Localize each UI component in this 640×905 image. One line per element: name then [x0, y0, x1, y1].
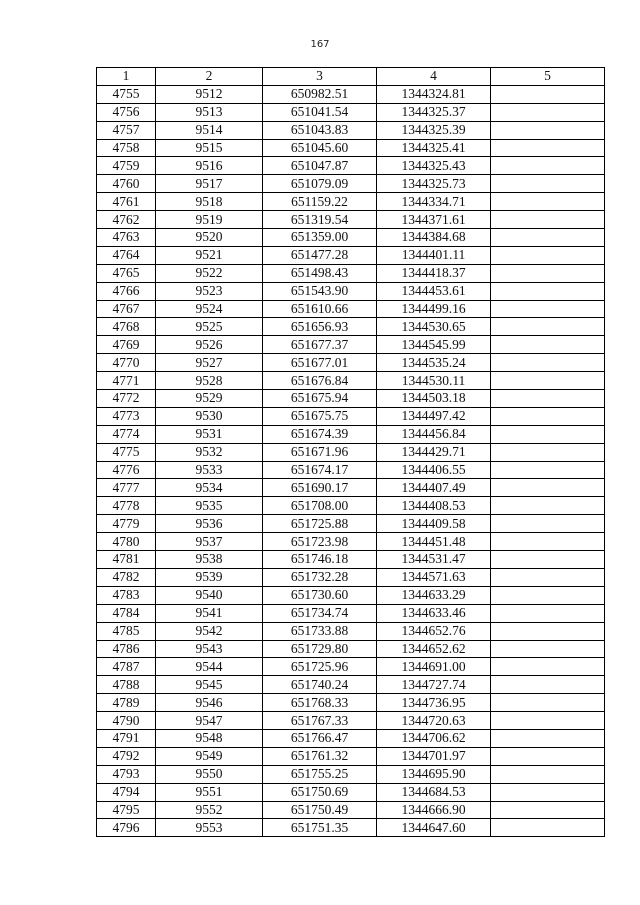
page-number: 167: [310, 39, 330, 50]
table-cell-col1: 4765: [97, 264, 156, 282]
table-cell-col4: 1344695.90: [377, 765, 491, 783]
table-cell-col5: [491, 568, 605, 586]
table-cell-col2: 9521: [156, 246, 263, 264]
table-row: [97, 586, 605, 604]
table-row: [97, 175, 605, 193]
table-cell-col5: [491, 622, 605, 640]
table-cell-col1: 4788: [97, 676, 156, 694]
table-row: [97, 515, 605, 533]
table-cell-col2: 9520: [156, 229, 263, 247]
table-cell-col3: 651610.66: [263, 300, 377, 318]
table-cell-col1: 4759: [97, 157, 156, 175]
table-cell-col2: 9541: [156, 604, 263, 622]
table-cell-col4: 1344409.58: [377, 515, 491, 533]
table-cell-col2: 9513: [156, 103, 263, 121]
table-row: [97, 479, 605, 497]
table-cell-col2: 9546: [156, 694, 263, 712]
table-cell-col1: 4764: [97, 246, 156, 264]
table-cell-col2: 9553: [156, 819, 263, 837]
table-cell-col1: 4761: [97, 193, 156, 211]
table-row: [97, 819, 605, 837]
table-cell-col4: 1344429.71: [377, 443, 491, 461]
table-cell-col2: 9547: [156, 712, 263, 730]
table-row: [97, 801, 605, 819]
column-header-3: 3: [263, 68, 377, 86]
table-cell-col2: 9512: [156, 85, 263, 103]
table-cell-col3: 651674.17: [263, 461, 377, 479]
table-cell-col5: [491, 765, 605, 783]
table-cell-col1: 4757: [97, 121, 156, 139]
table-row: [97, 300, 605, 318]
table-cell-col4: 1344325.43: [377, 157, 491, 175]
table-row: [97, 712, 605, 730]
table-cell-col5: [491, 121, 605, 139]
table-cell-col2: 9527: [156, 354, 263, 372]
table-cell-col5: [491, 318, 605, 336]
table-cell-col2: 9544: [156, 658, 263, 676]
table-row: [97, 193, 605, 211]
table-row: [97, 765, 605, 783]
table-cell-col4: 1344571.63: [377, 568, 491, 586]
table-cell-col2: 9528: [156, 372, 263, 390]
table-cell-col4: 1344408.53: [377, 497, 491, 515]
table-cell-col1: 4760: [97, 175, 156, 193]
table-cell-col5: [491, 282, 605, 300]
table-cell-col5: [491, 229, 605, 247]
table-cell-col5: [491, 729, 605, 747]
table-cell-col5: [491, 747, 605, 765]
table-cell-col5: [491, 175, 605, 193]
table-cell-col4: 1344451.48: [377, 533, 491, 551]
table-cell-col1: 4790: [97, 712, 156, 730]
table-cell-col2: 9530: [156, 407, 263, 425]
table-cell-col5: [491, 551, 605, 569]
table-cell-col5: [491, 479, 605, 497]
table-cell-col1: 4763: [97, 229, 156, 247]
table-cell-col3: 651359.00: [263, 229, 377, 247]
table-cell-col4: 1344503.18: [377, 390, 491, 408]
table-cell-col2: 9542: [156, 622, 263, 640]
table-row: [97, 336, 605, 354]
table-row: [97, 551, 605, 569]
table-cell-col2: 9533: [156, 461, 263, 479]
table-cell-col3: 651041.54: [263, 103, 377, 121]
table-cell-col3: 651045.60: [263, 139, 377, 157]
table-cell-col2: 9538: [156, 551, 263, 569]
table-cell-col5: [491, 354, 605, 372]
table-cell-col4: 1344666.90: [377, 801, 491, 819]
table-cell-col4: 1344325.39: [377, 121, 491, 139]
table-cell-col5: [491, 300, 605, 318]
table-cell-col3: 651730.60: [263, 586, 377, 604]
table-cell-col5: [491, 604, 605, 622]
table-cell-col3: 651766.47: [263, 729, 377, 747]
table-row: [97, 783, 605, 801]
table-cell-col2: 9545: [156, 676, 263, 694]
table-cell-col3: 651740.24: [263, 676, 377, 694]
table-row: [97, 568, 605, 586]
table-cell-col1: 4758: [97, 139, 156, 157]
table-cell-col1: 4756: [97, 103, 156, 121]
table-cell-col3: 651725.96: [263, 658, 377, 676]
table-cell-col3: 651755.25: [263, 765, 377, 783]
table-cell-col1: 4793: [97, 765, 156, 783]
table-cell-col3: 651047.87: [263, 157, 377, 175]
table-cell-col1: 4766: [97, 282, 156, 300]
table-cell-col1: 4787: [97, 658, 156, 676]
table-cell-col5: [491, 193, 605, 211]
table-cell-col2: 9540: [156, 586, 263, 604]
table-row: [97, 139, 605, 157]
table-cell-col2: 9532: [156, 443, 263, 461]
table-cell-col4: 1344652.76: [377, 622, 491, 640]
table-cell-col4: 1344325.73: [377, 175, 491, 193]
table-cell-col3: 651750.49: [263, 801, 377, 819]
table-cell-col1: 4795: [97, 801, 156, 819]
table-cell-col5: [491, 497, 605, 515]
table-row: [97, 640, 605, 658]
table-cell-col5: [491, 264, 605, 282]
table-row: [97, 694, 605, 712]
table-row: [97, 354, 605, 372]
table-cell-col2: 9526: [156, 336, 263, 354]
table-row: [97, 407, 605, 425]
table-cell-col4: 1344684.53: [377, 783, 491, 801]
table-cell-col3: 651079.09: [263, 175, 377, 193]
table-cell-col2: 9514: [156, 121, 263, 139]
table-cell-col2: 9522: [156, 264, 263, 282]
table-cell-col5: [491, 533, 605, 551]
table-cell-col1: 4791: [97, 729, 156, 747]
table-cell-col5: [491, 425, 605, 443]
table-cell-col3: 651675.94: [263, 390, 377, 408]
table-cell-col1: 4777: [97, 479, 156, 497]
table-cell-col3: 651732.28: [263, 568, 377, 586]
table-cell-col4: 1344453.61: [377, 282, 491, 300]
table-row: [97, 443, 605, 461]
table-cell-col5: [491, 139, 605, 157]
table-cell-col4: 1344647.60: [377, 819, 491, 837]
table-cell-col4: 1344407.49: [377, 479, 491, 497]
table-cell-col3: 651750.69: [263, 783, 377, 801]
table-cell-col4: 1344633.29: [377, 586, 491, 604]
column-header-1: 1: [97, 68, 156, 86]
table-cell-col5: [491, 819, 605, 837]
table-cell-col3: 651723.98: [263, 533, 377, 551]
table-cell-col2: 9519: [156, 211, 263, 229]
table-cell-col5: [491, 211, 605, 229]
table-row: [97, 658, 605, 676]
table-cell-col3: 651677.01: [263, 354, 377, 372]
table-row: [97, 372, 605, 390]
table-cell-col5: [491, 801, 605, 819]
table-cell-col2: 9539: [156, 568, 263, 586]
table-row: [97, 211, 605, 229]
table-cell-col2: 9516: [156, 157, 263, 175]
table-cell-col3: 651043.83: [263, 121, 377, 139]
table-row: [97, 318, 605, 336]
table-cell-col4: 1344652.62: [377, 640, 491, 658]
table-row: [97, 229, 605, 247]
table-cell-col5: [491, 515, 605, 533]
table-row: [97, 533, 605, 551]
table-cell-col1: 4773: [97, 407, 156, 425]
table-cell-col4: 1344691.00: [377, 658, 491, 676]
column-header-4: 4: [377, 68, 491, 86]
table-cell-col4: 1344736.95: [377, 694, 491, 712]
table-cell-col2: 9517: [156, 175, 263, 193]
table-cell-col3: 651671.96: [263, 443, 377, 461]
table-cell-col4: 1344531.47: [377, 551, 491, 569]
table-cell-col5: [491, 372, 605, 390]
table-row: [97, 747, 605, 765]
table-row: [97, 390, 605, 408]
table-cell-col1: 4796: [97, 819, 156, 837]
table-cell-col4: 1344325.37: [377, 103, 491, 121]
table-row: [97, 676, 605, 694]
table-cell-col1: 4783: [97, 586, 156, 604]
table-row: [97, 85, 605, 103]
table-cell-col2: 9536: [156, 515, 263, 533]
table-cell-col3: 651761.32: [263, 747, 377, 765]
table-cell-col2: 9552: [156, 801, 263, 819]
table-cell-col1: 4775: [97, 443, 156, 461]
table-cell-col3: 651751.35: [263, 819, 377, 837]
table-cell-col1: 4794: [97, 783, 156, 801]
table-cell-col4: 1344371.61: [377, 211, 491, 229]
table-cell-col2: 9523: [156, 282, 263, 300]
table-cell-col2: 9531: [156, 425, 263, 443]
table-cell-col2: 9548: [156, 729, 263, 747]
table-cell-col4: 1344334.71: [377, 193, 491, 211]
table-cell-col1: 4772: [97, 390, 156, 408]
table-body: [97, 85, 605, 836]
table-cell-col5: [491, 586, 605, 604]
table-cell-col4: 1344633.46: [377, 604, 491, 622]
table-cell-col3: 651746.18: [263, 551, 377, 569]
table-cell-col1: 4778: [97, 497, 156, 515]
table-row: [97, 157, 605, 175]
table-row: [97, 282, 605, 300]
table-cell-col1: 4792: [97, 747, 156, 765]
column-header-5: 5: [491, 68, 605, 86]
table-cell-col3: 651498.43: [263, 264, 377, 282]
table-cell-col3: 651675.75: [263, 407, 377, 425]
table-cell-col3: 650982.51: [263, 85, 377, 103]
table-cell-col4: 1344535.24: [377, 354, 491, 372]
table-cell-col3: 651768.33: [263, 694, 377, 712]
table-cell-col3: 651656.93: [263, 318, 377, 336]
table-cell-col4: 1344418.37: [377, 264, 491, 282]
table-cell-col4: 1344325.41: [377, 139, 491, 157]
table-cell-col5: [491, 103, 605, 121]
table-cell-col5: [491, 676, 605, 694]
table-cell-col5: [491, 157, 605, 175]
table-cell-col1: 4776: [97, 461, 156, 479]
table-cell-col5: [491, 407, 605, 425]
table-cell-col4: 1344401.11: [377, 246, 491, 264]
table-cell-col3: 651676.84: [263, 372, 377, 390]
table-row: [97, 425, 605, 443]
table-cell-col2: 9537: [156, 533, 263, 551]
table-row: [97, 729, 605, 747]
header-row: [97, 68, 605, 86]
table-cell-col1: 4770: [97, 354, 156, 372]
table-cell-col2: 9535: [156, 497, 263, 515]
table-cell-col4: 1344530.65: [377, 318, 491, 336]
table-cell-col1: 4768: [97, 318, 156, 336]
table-row: [97, 246, 605, 264]
table-cell-col3: 651543.90: [263, 282, 377, 300]
table-cell-col1: 4771: [97, 372, 156, 390]
table-cell-col5: [491, 336, 605, 354]
table-cell-col2: 9525: [156, 318, 263, 336]
table-cell-col1: 4780: [97, 533, 156, 551]
table-cell-col4: 1344545.99: [377, 336, 491, 354]
table-cell-col1: 4767: [97, 300, 156, 318]
table-row: [97, 622, 605, 640]
table-cell-col1: 4786: [97, 640, 156, 658]
table-cell-col1: 4755: [97, 85, 156, 103]
table-cell-col2: 9549: [156, 747, 263, 765]
table-cell-col3: 651733.88: [263, 622, 377, 640]
column-header-2: 2: [156, 68, 263, 86]
table-cell-col4: 1344701.97: [377, 747, 491, 765]
table-cell-col4: 1344706.62: [377, 729, 491, 747]
table-cell-col5: [491, 246, 605, 264]
table-cell-col3: 651319.54: [263, 211, 377, 229]
table-cell-col2: 9551: [156, 783, 263, 801]
table-cell-col3: 651674.39: [263, 425, 377, 443]
table-cell-col5: [491, 783, 605, 801]
table-cell-col4: 1344406.55: [377, 461, 491, 479]
table-cell-col1: 4762: [97, 211, 156, 229]
table-cell-col3: 651725.88: [263, 515, 377, 533]
table-cell-col1: 4769: [97, 336, 156, 354]
table-cell-col4: 1344324.81: [377, 85, 491, 103]
table-cell-col1: 4785: [97, 622, 156, 640]
table-cell-col4: 1344384.68: [377, 229, 491, 247]
table-cell-col3: 651729.80: [263, 640, 377, 658]
coordinates-table: [96, 67, 605, 837]
table-cell-col2: 9529: [156, 390, 263, 408]
table-cell-col1: 4779: [97, 515, 156, 533]
table-cell-col4: 1344497.42: [377, 407, 491, 425]
table-row: [97, 497, 605, 515]
table-cell-col1: 4784: [97, 604, 156, 622]
table-row: [97, 103, 605, 121]
table-row: [97, 264, 605, 282]
table-cell-col2: 9515: [156, 139, 263, 157]
table-cell-col2: 9550: [156, 765, 263, 783]
table-cell-col5: [491, 694, 605, 712]
table-cell-col4: 1344456.84: [377, 425, 491, 443]
table-cell-col2: 9524: [156, 300, 263, 318]
table-cell-col3: 651677.37: [263, 336, 377, 354]
table-cell-col4: 1344530.11: [377, 372, 491, 390]
table-cell-col2: 9543: [156, 640, 263, 658]
table-cell-col3: 651708.00: [263, 497, 377, 515]
table-cell-col2: 9534: [156, 479, 263, 497]
table-cell-col5: [491, 712, 605, 730]
table-cell-col4: 1344499.16: [377, 300, 491, 318]
table-cell-col3: 651159.22: [263, 193, 377, 211]
table-header: [97, 68, 605, 86]
table-cell-col5: [491, 390, 605, 408]
table-cell-col3: 651477.28: [263, 246, 377, 264]
table-cell-col2: 9518: [156, 193, 263, 211]
table-cell-col3: 651734.74: [263, 604, 377, 622]
table-cell-col5: [491, 640, 605, 658]
table-cell-col1: 4789: [97, 694, 156, 712]
table-cell-col1: 4774: [97, 425, 156, 443]
table-cell-col1: 4782: [97, 568, 156, 586]
table-cell-col5: [491, 85, 605, 103]
table-cell-col1: 4781: [97, 551, 156, 569]
table-cell-col4: 1344720.63: [377, 712, 491, 730]
table-cell-col3: 651767.33: [263, 712, 377, 730]
table-cell-col5: [491, 658, 605, 676]
table-row: [97, 461, 605, 479]
table-cell-col4: 1344727.74: [377, 676, 491, 694]
table-cell-col5: [491, 461, 605, 479]
table-row: [97, 121, 605, 139]
table-row: [97, 604, 605, 622]
table-cell-col5: [491, 443, 605, 461]
table-cell-col3: 651690.17: [263, 479, 377, 497]
